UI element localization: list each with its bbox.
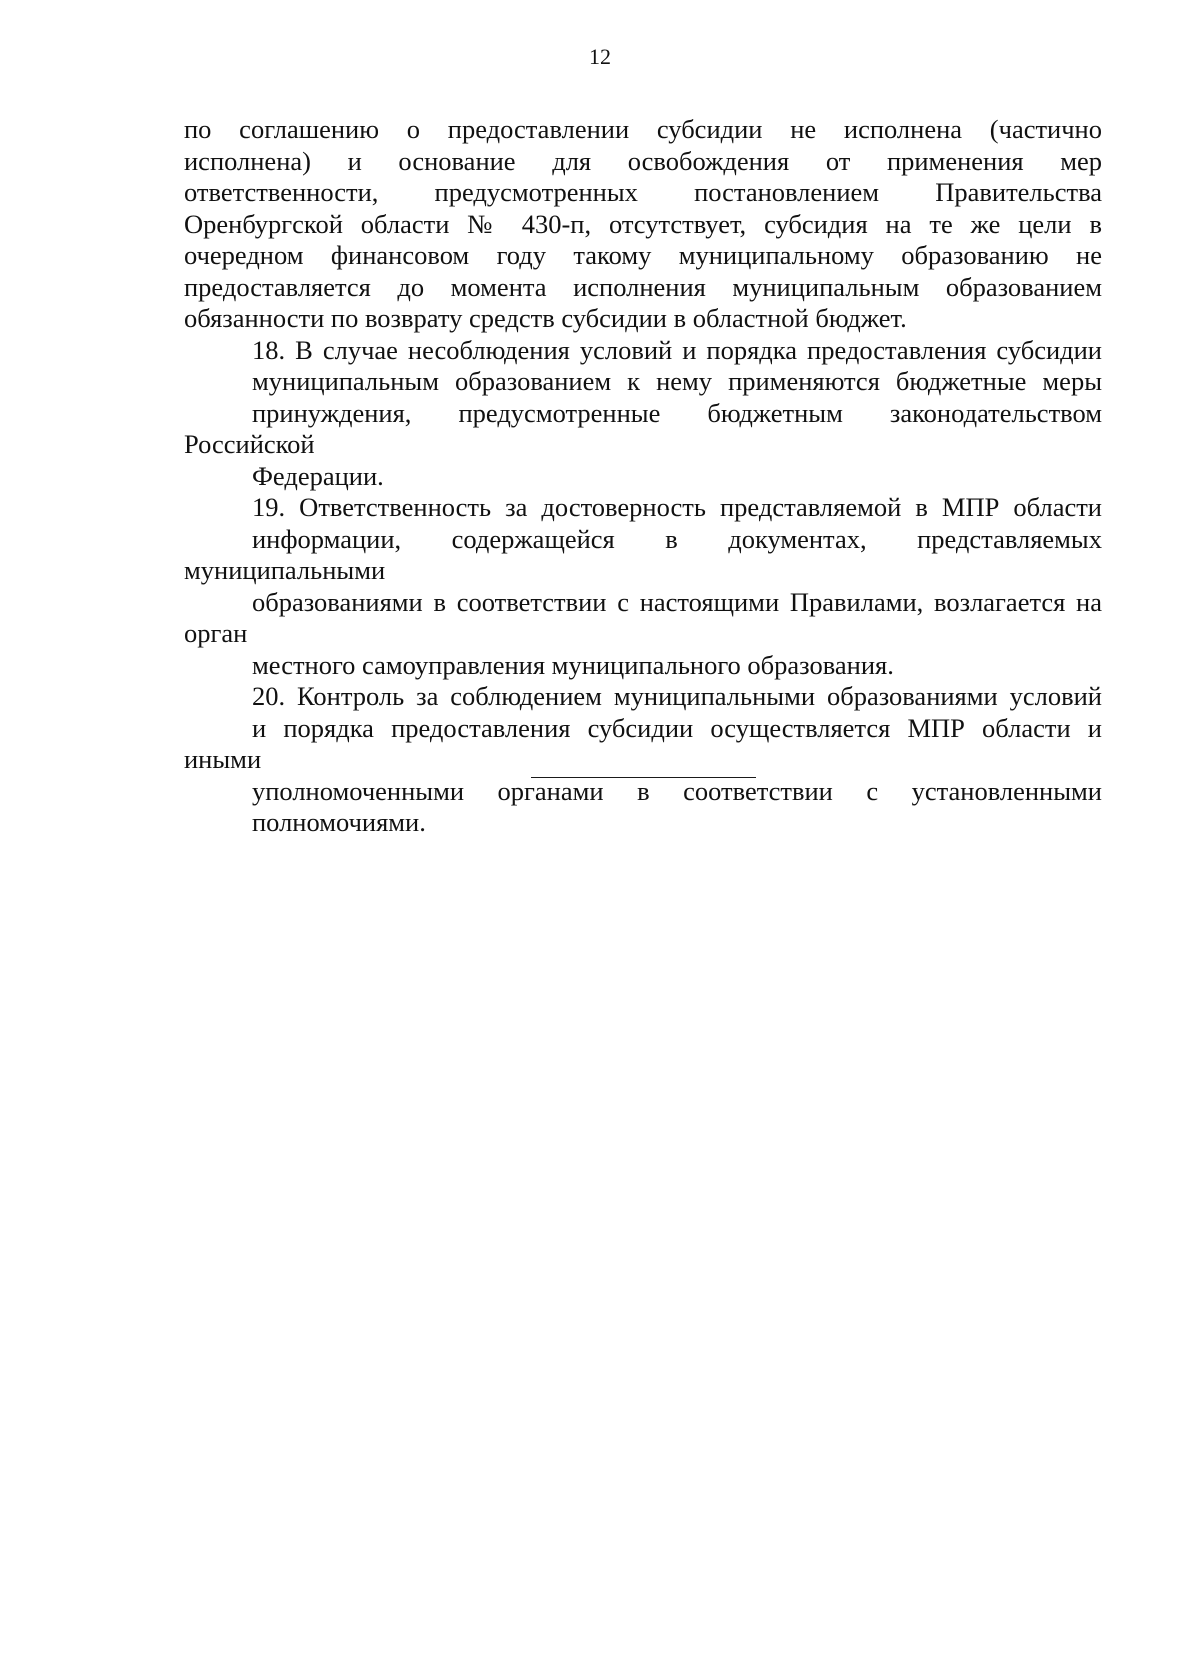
paragraph-continuation (184, 114, 1102, 335)
paragraph-item-19 (184, 492, 1102, 681)
text-line: образованиями в соответствии с настоящими Правилами, возлагается на орган (184, 586, 1102, 648)
text-line: 18. В случае несоблюдения условий и порядка предоставления субсидии (252, 334, 1102, 365)
text-line: Федерации. (252, 460, 384, 491)
page-number: 12 (589, 44, 611, 69)
text-line: очередном финансовом году такому муниципальному образованию не (184, 240, 1102, 270)
text-line: муниципальным образованием к нему применяются бюджетные меры (252, 366, 1102, 396)
text-line: исполнена) и основание для освобождения от применения мер (184, 145, 1102, 176)
text-line: 20. Контроль за соблюдением муниципальными образованиями условий (252, 681, 1102, 711)
text-line: по соглашению о предоставлении субсидии не исполнена (частично (184, 114, 1102, 144)
end-of-document-rule (531, 777, 756, 778)
text-line: и порядка предоставления субсидии осуществляется МПР области и иными (184, 712, 1102, 774)
text-line: местного самоуправления муниципального образования. (252, 649, 894, 680)
text-line: информации, содержащейся в документах, представляемых муниципальными (184, 523, 1102, 585)
text-line: 19. Ответственность за достоверность представляемой в МПР области (252, 492, 1102, 522)
text-line: полномочиями. (252, 807, 426, 837)
document-body (184, 114, 1102, 839)
text-line: принуждения, предусмотренные бюджетным законодательством Российской (184, 397, 1102, 459)
paragraph-item-20 (184, 681, 1102, 839)
text-line: предоставляется до момента исполнения муниципальным образованием (184, 271, 1102, 302)
text-line: ответственности, предусмотренных постановлением Правительства (184, 177, 1102, 207)
text-line: Оренбургской области № 430-п, отсутствует, субсидия на те же цели в (184, 208, 1102, 239)
paragraph-item-18 (184, 335, 1102, 493)
text-line: уполномоченными органами в соответствии с установленными (252, 775, 1102, 806)
text-line: обязанности по возврату средств субсидии в областной бюджет. (184, 303, 907, 333)
